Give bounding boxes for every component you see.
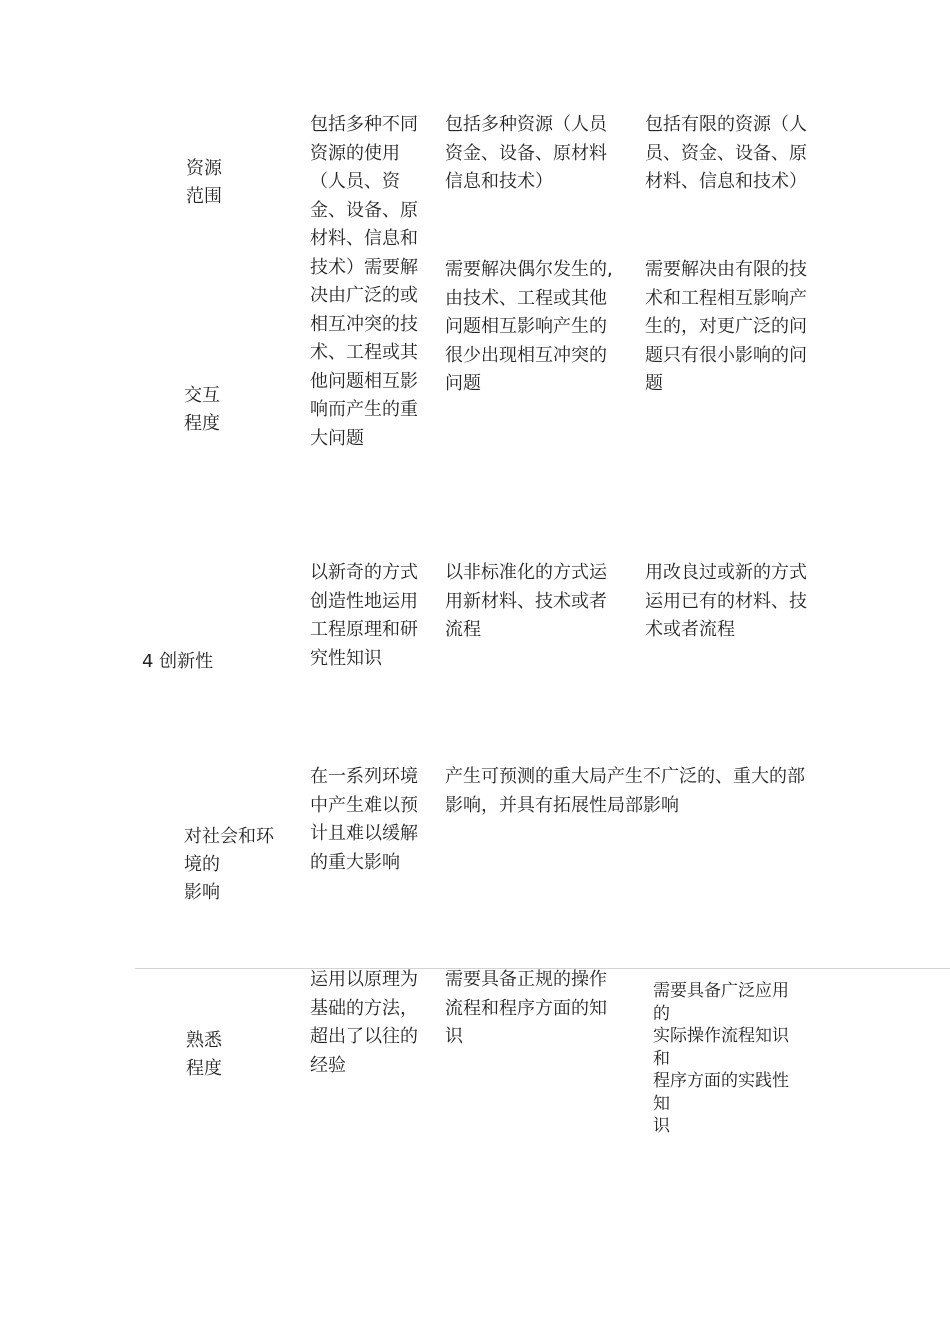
row-label-interaction-degree: 交互 程度	[184, 385, 220, 434]
cell-familiarity-col1: 运用以原理为 基础的方法， 超出了以往的 经验	[310, 969, 418, 1076]
row-label-innovation: 4 创新性	[142, 651, 214, 672]
cell-innovation-col3: 用改良过或新的方式 运用已有的材料、技 术或者流程	[645, 562, 807, 640]
cell-familiarity-col2: 需要具备正规的操作 流程和程序方面的知 识	[445, 969, 607, 1047]
cell-interaction-degree-col2: 需要解决偶尔发生的, 由技术、工程或其他 问题相互影响产生的 很少出现相互冲突的 问题	[445, 259, 613, 394]
cell-resource-scope-col1: 包括多种不同 资源的使用 （人员、资 金、设备、原 材料、信息和 技术）需要解 决由广泛的或 相互冲突的技 术、工程或其 他问题相互影 响而产生的重 大问题	[310, 114, 418, 449]
row-label-familiarity: 熟悉 程度	[186, 1030, 222, 1079]
cell-interaction-degree-col3: 需要解决由有限的技 术和工程相互影响产 生的，对更广泛的问 题只有很小影响的问 题	[645, 259, 807, 394]
cell-familiarity-col3: 需要具备广泛应用 的 实际操作流程知识 和 程序方面的实践性 知 识	[653, 981, 789, 1136]
row-label-social-environmental-impact: 对社会和环 境的 影响	[184, 826, 274, 903]
row-label-resource-scope: 资源 范围	[186, 158, 222, 207]
cell-social-impact-col2: 产生可预测的重大局产生不广泛的、重大的部 影响，并具有拓展性局部影响	[445, 766, 805, 816]
cell-resource-scope-col2: 包括多种资源（人员 资金、设备、原材料 信息和技术）	[445, 114, 607, 192]
cell-innovation-col1: 以新奇的方式 创造性地运用 工程原理和研 究性知识	[310, 562, 418, 669]
cell-innovation-col2: 以非标准化的方式运 用新材料、技术或者 流程	[445, 562, 607, 640]
cell-social-impact-col1: 在一系列环境 中产生难以预 计且难以缓解 的重大影响	[310, 766, 418, 873]
cell-resource-scope-col3: 包括有限的资源（人 员、资金、设备、原 材料、信息和技术）	[645, 114, 807, 192]
